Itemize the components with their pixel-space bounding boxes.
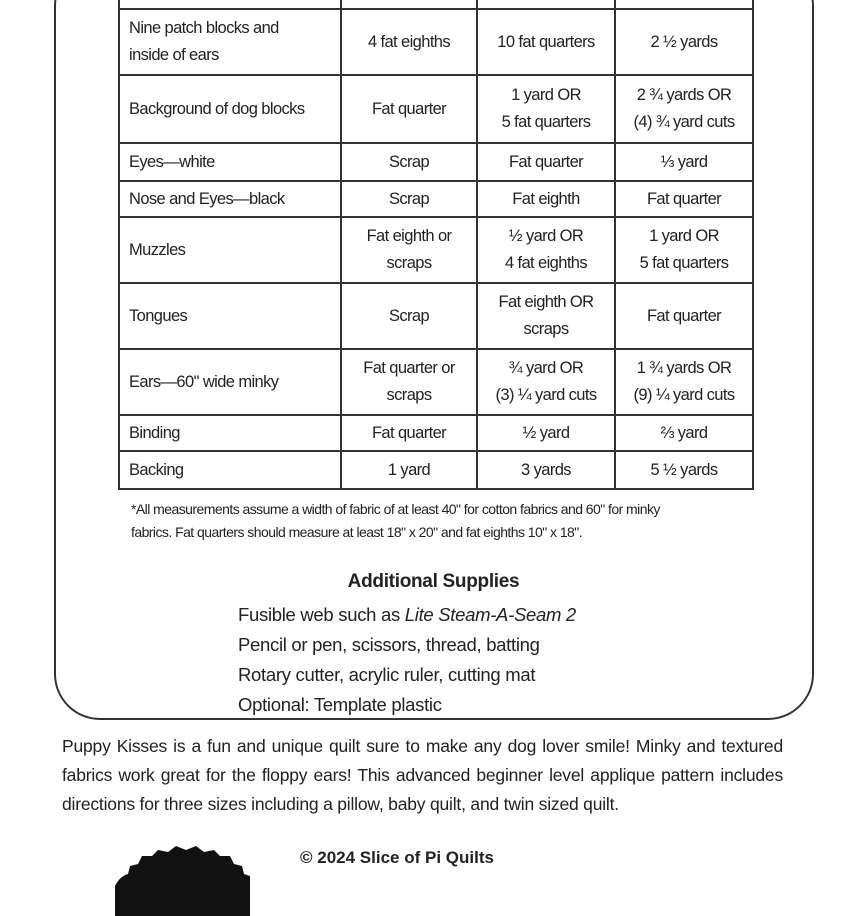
table-row [119, 217, 753, 283]
yardage-cell-line: scraps [386, 386, 432, 404]
yardage-cell-line: scraps [386, 254, 432, 272]
row-label [119, 75, 341, 143]
yardage-cell-c2 [477, 415, 615, 451]
row-label [119, 415, 341, 451]
yardage-cell-c1 [341, 143, 477, 181]
footnote-line-1: *All measurements assume a width of fabric of at least 40" for cotton fabrics and 60" for minky [131, 501, 660, 517]
yardage-cell-line: Scrap [388, 189, 430, 208]
yardage-cell-line: ½ yard OR [508, 227, 584, 245]
yardage-cell-c1 [341, 9, 477, 75]
row-label-line: Eyes—white [129, 152, 215, 171]
yardage-cell-c3 [615, 415, 753, 451]
yardage-cell-line: ⅓ yard [660, 152, 708, 171]
yardage-cell-line: ¾ yard OR [508, 359, 584, 377]
row-label-line: Muzzles [129, 240, 186, 259]
yardage-cell-c1 [341, 349, 477, 415]
row-label [119, 0, 341, 9]
yardage-cell-line: 2 ½ yards [650, 32, 718, 51]
yardage-cell-c2 [477, 75, 615, 143]
yardage-cell-line: Fat quarter or [363, 359, 455, 377]
yardage-cell-line: Fat eighth OR [498, 293, 594, 311]
yardage-cell-line: scraps [523, 320, 569, 338]
yardage-cell-c1 [341, 217, 477, 283]
yardage-cell-c3 [615, 349, 753, 415]
yardage-cell-line: 5 fat quarters [501, 113, 591, 131]
yardage-cell-c2 [477, 217, 615, 283]
copyright-text: © 2024 Slice of Pi Quilts [300, 848, 494, 867]
supply-item-fusible-web-prefix: Fusible web such as [238, 604, 405, 625]
table-row [119, 75, 753, 143]
row-label [119, 451, 341, 489]
yardage-cell-line: Scrap [388, 306, 430, 325]
yardage-cell-c1 [341, 451, 477, 489]
yardage-cell-line: (3) ¼ yard cuts [495, 386, 597, 404]
table-row [119, 451, 753, 489]
supplies-list [238, 600, 576, 720]
yardage-cell-line: Scrap [388, 152, 430, 171]
table-row [119, 0, 753, 9]
row-label [119, 349, 341, 415]
yardage-cell-c2 [477, 0, 615, 9]
row-label-line: Ears—60" wide minky [129, 372, 279, 391]
row-label-line: inside of ears [129, 46, 219, 64]
yardage-cell-line: Fat quarter [371, 423, 447, 442]
yardage-cell-c1 [341, 0, 477, 9]
yardage-cell-c1 [341, 75, 477, 143]
yardage-cell-line: ½ yard [522, 423, 570, 442]
yardage-cell-line: (4) ¾ yard cuts [633, 113, 735, 131]
row-label-line: Nine patch blocks and [129, 19, 279, 37]
yardage-cell-c1 [341, 415, 477, 451]
yardage-cell-line: 1 ¾ yards OR [636, 359, 732, 377]
yardage-cell-line: Fat quarter [371, 99, 447, 118]
yardage-cell-c3 [615, 181, 753, 217]
yardage-cell-c3 [615, 217, 753, 283]
row-label [119, 9, 341, 75]
yardage-cell-c3 [615, 0, 753, 9]
yardage-cell-c2 [477, 143, 615, 181]
yardage-cell-line: Fat quarter [646, 306, 722, 325]
row-label-line: Background of dog blocks [129, 99, 305, 118]
row-label [119, 181, 341, 217]
yardage-cell-c1 [341, 283, 477, 349]
yardage-cell-line: Fat eighth or [366, 227, 452, 245]
logo-seal-icon [110, 836, 250, 916]
yardage-cell-line: 10 fat quarters [497, 32, 595, 51]
yardage-cell-line: 5 fat quarters [639, 254, 729, 272]
row-label-line: Tongues [129, 306, 188, 325]
yardage-cell-line: (9) ¼ yard cuts [633, 386, 735, 404]
supply-item-template-plastic: Optional: Template plastic [238, 694, 442, 715]
table-row [119, 283, 753, 349]
yardage-cell-line: 1 yard OR [649, 227, 719, 245]
supply-item-fusible-web-product: Lite Steam-A-Seam 2 [404, 604, 576, 625]
table-row [119, 143, 753, 181]
table-row [119, 349, 753, 415]
yardage-cell-line: 4 fat eighths [367, 32, 451, 51]
row-label-line: Binding [129, 423, 180, 442]
additional-supplies-heading: Additional Supplies [347, 571, 520, 592]
pattern-description: Puppy Kisses is a fun and unique quilt sure to make any dog lover smile! Minky and textured fabrics work great for the floppy ears! This advanced beginner level applique pattern includes directions for three sizes including a pillow, baby quilt, and twin sized quilt. [62, 736, 783, 814]
yardage-cell-line: Fat quarter [508, 152, 584, 171]
yardage-cell-line: 4 fat eighths [504, 254, 588, 272]
yardage-cell-line [616, 0, 752, 4]
supply-item-pencil: Pencil or pen, scissors, thread, batting [238, 634, 540, 655]
table-row [119, 415, 753, 451]
row-label [119, 283, 341, 349]
yardage-cell-c3 [615, 75, 753, 143]
yardage-cell-c1 [341, 181, 477, 217]
yardage-cell-c3 [615, 9, 753, 75]
yardage-cell-line: Fat quarter [646, 189, 722, 208]
table-row [119, 9, 753, 75]
supply-item-rotary-cutter: Rotary cutter, acrylic ruler, cutting mat [238, 664, 536, 685]
yardage-cell-line: ⅔ yard [660, 423, 708, 442]
yardage-table [118, 0, 754, 490]
table-row [119, 181, 753, 217]
row-label-line: Backing [129, 460, 184, 479]
yardage-cell-c3 [615, 143, 753, 181]
row-label [119, 217, 341, 283]
yardage-cell-c2 [477, 451, 615, 489]
row-label-line: Nose and Eyes—black [129, 189, 285, 208]
yardage-cell-c2 [477, 283, 615, 349]
row-label [119, 143, 341, 181]
fabric-footnote [131, 498, 771, 544]
footnote-line-2: fabrics. Fat quarters should measure at least 18" x 20" and fat eighths 10" x 18". [131, 524, 583, 540]
yardage-cell-line: 5 ½ yards [650, 460, 718, 479]
supply-item-fusible-web [238, 600, 576, 630]
yardage-cell-c3 [615, 283, 753, 349]
yardage-cell-line [478, 0, 614, 4]
yardage-cell-line: 2 ¾ yards OR [636, 86, 732, 104]
yardage-cell-c2 [477, 9, 615, 75]
yardage-cell-c2 [477, 349, 615, 415]
yardage-cell-line: 1 yard [387, 460, 431, 479]
yardage-cell-line: 3 yards [521, 460, 571, 479]
yardage-cell-line: 1 yard OR [511, 86, 581, 104]
yardage-cell-line [342, 0, 476, 4]
yardage-cell-line: Fat eighth [512, 189, 580, 208]
yardage-cell-c3 [615, 451, 753, 489]
yardage-cell-c2 [477, 181, 615, 217]
